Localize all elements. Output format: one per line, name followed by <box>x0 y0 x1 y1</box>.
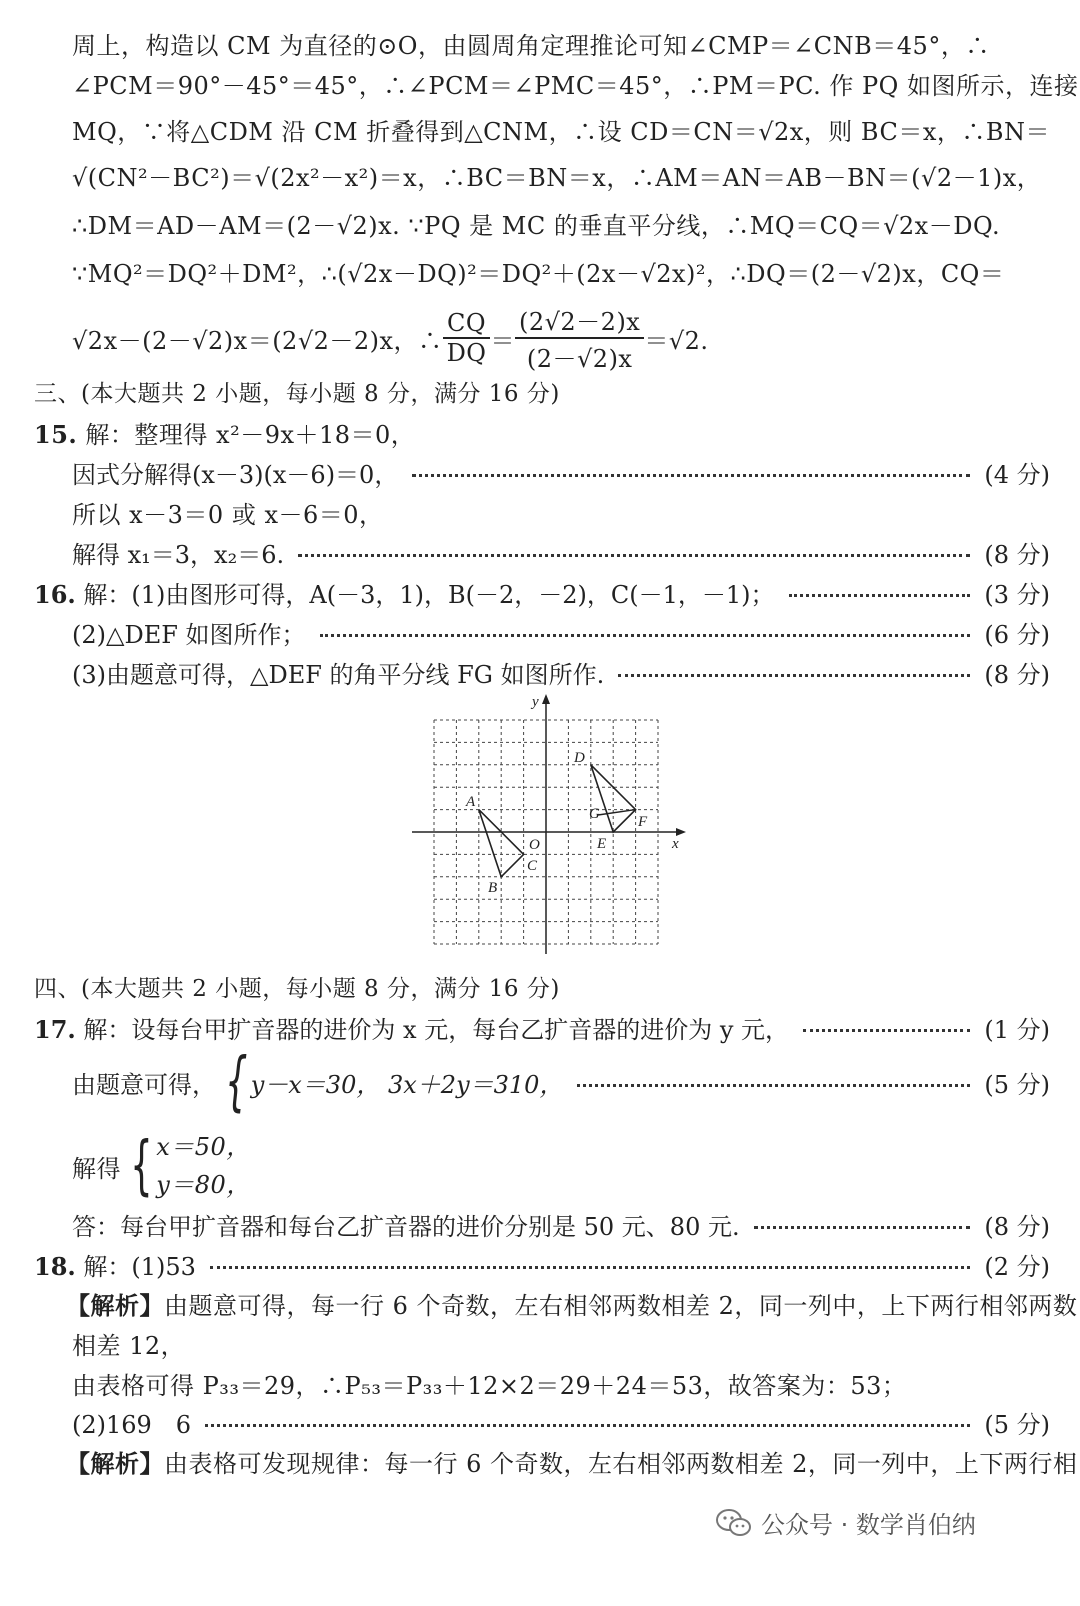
question-15-line <box>34 415 415 450</box>
equals-sign: ＝ <box>490 326 515 355</box>
fraction-denominator: DQ <box>446 339 487 367</box>
text-segment: 答：每台甲扩音器和每台乙扩音器的进价分别是 50 元、80 元. <box>72 1213 740 1241</box>
point-b-label: B <box>488 880 498 896</box>
text-segment: 因式分解得(x－3)(x－6)＝0， <box>72 461 399 489</box>
equation: y－x＝30， <box>250 1070 381 1099</box>
dot-leader <box>754 1226 971 1229</box>
x-axis-label: x <box>672 836 679 852</box>
text-segment: 解：(1)53 <box>83 1253 196 1281</box>
equation: 3x＋2y＝310， <box>388 1070 564 1099</box>
text-line: 所以 x－3＝0 或 x－6＝0， <box>72 501 384 529</box>
dot-leader <box>618 674 970 677</box>
score: (5 分) <box>984 1070 1050 1099</box>
text-segment: 由题意可得， <box>72 1070 216 1099</box>
text-line: MQ，∵将△CDM 沿 CM 折叠得到△CNM，∴设 CD＝CN＝√2x，则 BC＝x，∴BN＝ <box>72 118 1051 146</box>
brace-icon: { <box>130 1129 153 1203</box>
dot-leader <box>577 1084 970 1087</box>
dot-leader <box>803 1029 970 1032</box>
question-number: 16. <box>34 580 76 609</box>
score-row <box>72 1405 1050 1440</box>
question-17-first <box>34 1010 789 1045</box>
origin-label: O <box>529 837 540 853</box>
score-row <box>72 615 1050 650</box>
equation: y＝80， <box>156 1171 251 1199</box>
analysis-line <box>66 1286 1077 1321</box>
question-number: 15. <box>34 420 78 449</box>
score: (5 分) <box>984 1411 1050 1439</box>
dot-leader <box>412 474 970 477</box>
score-row <box>34 1010 1050 1045</box>
text-segment: √2x－(2－√2)x＝(2√2－2)x，∴ <box>72 326 443 355</box>
dot-leader <box>205 1424 970 1427</box>
text-line: ∴DM＝AD－AM＝(2－√2)x. ∵PQ 是 MC 的垂直平分线，∴MQ＝CQ＝√2x－DQ. <box>72 212 1001 240</box>
score-row <box>72 1207 1050 1242</box>
question-number: 18. <box>34 1252 76 1281</box>
text-line: 相差 12， <box>72 1332 186 1360</box>
dot-leader <box>298 554 970 557</box>
dot-leader <box>789 594 971 597</box>
dot-leader <box>320 634 971 637</box>
coordinate-grid-figure <box>408 690 698 960</box>
text-segment: ＝√2. <box>644 326 709 355</box>
text-segment: 由题意可得，每一行 6 个奇数，左右相邻两数相差 2，同一列中，上下两行相邻两数 <box>164 1292 1078 1320</box>
section-heading: 四、(本大题共 2 小题，每小题 8 分，满分 16 分) <box>34 976 560 1002</box>
text-segment: 解：整理得 x²－9x＋18＝0， <box>85 421 416 449</box>
text-segment: (3)由题意可得，△DEF 的角平分线 FG 如图所作. <box>72 661 605 689</box>
text-line: √(CN²－BC²)＝√(2x²－x²)＝x，∴BC＝BN＝x，∴AM＝AN＝AB－BN＝(√2－1)x， <box>72 164 1042 192</box>
solution-system-line <box>72 1128 251 1204</box>
score: (3 分) <box>984 581 1050 609</box>
score: (2 分) <box>984 1253 1050 1281</box>
question-18-first <box>34 1247 196 1282</box>
fraction <box>515 302 644 374</box>
score: (6 分) <box>984 621 1050 649</box>
text-segment: 解得 <box>72 1154 121 1183</box>
text-line: ∠PCM＝90°－45°＝45°，∴∠PCM＝∠PMC＝45°，∴PM＝PC. 作 PQ 如图所示，连接 <box>72 72 1079 100</box>
brace-icon: { <box>225 1045 248 1119</box>
equation-lines <box>251 1065 564 1100</box>
text-line: 周上，构造以 CM 为直径的⊙O，由圆周角定理推论可知∠CMP＝∠CNB＝45°，∴ <box>72 32 990 60</box>
fraction-numerator: CQ <box>443 309 490 339</box>
fraction <box>443 309 491 367</box>
equation-system <box>216 1045 564 1119</box>
fraction-line <box>72 302 709 374</box>
analysis-tag: 【解析】 <box>66 1449 164 1478</box>
point-e-label: E <box>597 836 607 852</box>
point-f-label: F <box>638 814 648 830</box>
text-segment: (2)169 6 <box>72 1411 192 1439</box>
fraction-denominator: (2－√2)x <box>526 345 633 373</box>
text-segment: 由表格可发现规律：每一行 6 个奇数，左右相邻两数相差 2，同一列中，上下两行相 <box>164 1450 1078 1478</box>
x-axis-arrow-icon <box>676 828 686 836</box>
point-g-label: G <box>589 806 600 822</box>
point-d-label: D <box>574 750 585 766</box>
solution-lines <box>156 1128 251 1204</box>
text-line: 由表格可得 P₃₃＝29，∴P₅₃＝P₃₃＋12×2＝29＋24＝53，故答案为：53； <box>72 1372 907 1400</box>
question-number: 17. <box>34 1015 76 1044</box>
point-c-label: C <box>527 858 538 874</box>
score: (4 分) <box>984 461 1050 489</box>
y-axis-label: y <box>532 694 539 710</box>
y-axis-arrow-icon <box>542 694 550 704</box>
score: (8 分) <box>984 661 1050 689</box>
score-row <box>72 1045 1050 1119</box>
fraction-numerator: (2√2－2)x <box>515 302 644 339</box>
section-heading: 三、(本大题共 2 小题，每小题 8 分，满分 16 分) <box>34 381 560 407</box>
text-segment: 解得 x₁＝3，x₂＝6. <box>72 541 285 569</box>
text-line: ∵MQ²＝DQ²＋DM²，∴(√2x－DQ)²＝DQ²＋(2x－√2x)²，∴DQ＝(2－√2)x，CQ＝ <box>72 260 1005 288</box>
score: (8 分) <box>984 1213 1050 1241</box>
watermark-text: 公众号 · 数学肖伯纳 <box>761 1511 976 1539</box>
question-16-first <box>34 575 775 610</box>
dot-leader <box>210 1266 970 1269</box>
score-row <box>72 455 1050 490</box>
score-row <box>34 1247 1050 1282</box>
equation: x＝50， <box>156 1133 251 1161</box>
text-segment: 解：设每台甲扩音器的进价为 x 元，每台乙扩音器的进价为 y 元， <box>83 1016 790 1044</box>
score-row <box>72 655 1050 690</box>
score-row <box>72 535 1050 570</box>
text-segment: (2)△DEF 如图所作； <box>72 621 306 649</box>
text-segment: 解：(1)由图形可得，A(－3，1)，B(－2，－2)，C(－1，－1)； <box>83 581 775 609</box>
score: (1 分) <box>984 1016 1050 1044</box>
equation-system-line <box>72 1045 564 1119</box>
score-row <box>34 575 1050 610</box>
analysis-line <box>66 1444 1077 1479</box>
point-a-label: A <box>466 794 476 810</box>
analysis-tag: 【解析】 <box>66 1291 164 1320</box>
score: (8 分) <box>984 541 1050 569</box>
wechat-icon <box>715 1508 753 1538</box>
watermark <box>715 1505 976 1540</box>
